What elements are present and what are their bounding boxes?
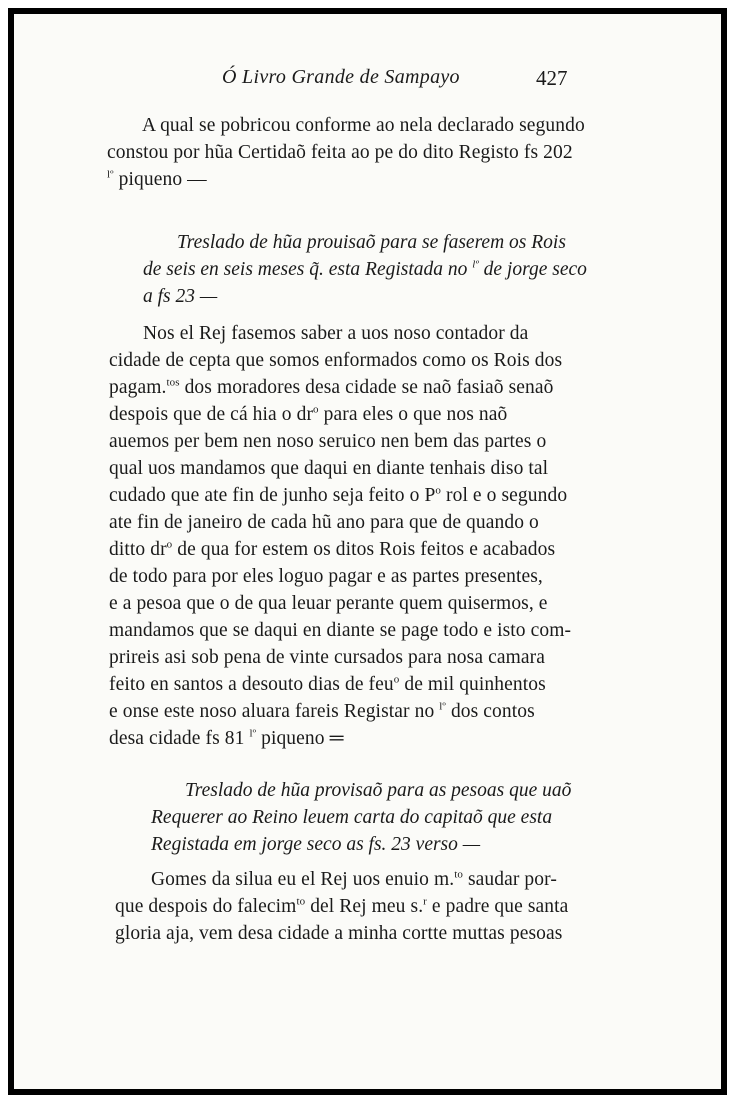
superscript: to [296, 895, 306, 908]
superscript: lº [439, 700, 446, 713]
paragraph-3-line-1: Gomes da silua eu el Rej uos enuio m.$^{to}$ saudar por- [151, 868, 557, 890]
heading-1-line-1: Treslado de hũa prouisaõ para se faserem os Rois [177, 232, 566, 253]
superscript: tos [166, 376, 180, 389]
paragraph-2-line-5: auemos per bem nen noso seruico nen bem das partes o [109, 431, 547, 452]
superscript: o [313, 403, 319, 416]
superscript: r [423, 895, 427, 908]
paragraph-2-line-16: desa cidade fs 81 $^{lº}$ piqueno ═ [109, 727, 344, 749]
paragraph-3-line-2: que despois do falecim$^{to}$ del Rej meu s.$^r$ e padre que santa [115, 895, 569, 917]
paragraph-2-line-3: pagam.$^{tos}$ dos moradores desa cidade se naõ fasiaõ senaõ [109, 376, 554, 398]
superscript: lº [249, 727, 257, 740]
superscript: lº [472, 258, 479, 271]
superscript: to [454, 868, 463, 881]
paragraph-2-line-14: feito en santos a desouto dias de feu$^o$ de mil quinhentos [109, 673, 546, 695]
heading-2-line-1: Treslado de hũa provisaõ para as pesoas que uaõ [185, 780, 572, 801]
superscript: o [166, 538, 173, 551]
paragraph-2-line-13: prireis asi sob pena de vinte cursados para nosa camara [109, 647, 545, 668]
heading-2-line-2: Requerer ao Reino leuem carta do capitaõ que esta [151, 807, 553, 828]
paragraph-1-line-1: A qual se pobricou conforme ao nela declarado segundo [142, 115, 585, 136]
paragraph-2-line-9: ditto $dr^o$ de qua for estem os ditos Rois feitos e acabados [109, 538, 556, 560]
paragraph-2-line-11: e a pesoa que o de qua leuar perante quem quisermos, e [109, 593, 548, 614]
paragraph-2-line-2: cidade de cepta que somos enformados como os Rois dos [109, 350, 563, 371]
paragraph-3-line-3: gloria aja, vem desa cidade a minha cortte muttas pesoas [115, 923, 563, 944]
paragraph-2-line-6: qual uos mandamos que daqui en diante tenhais diso tal [109, 458, 549, 479]
paragraph-2-line-4: despois que de cá hia o $dr^o$ para eles o que nos naõ [109, 403, 508, 425]
paragraph-1-line-3: $^{lº}$ piqueno — [107, 168, 207, 190]
paragraph-2-line-15: e onse este noso aluara fareis Registar no $^{lº}$ dos contos [109, 700, 535, 722]
heading-2-line-3: Registada em jorge seco as fs. 23 verso — [151, 834, 481, 855]
running-header-title: Ó Livro Grande de Sampayo [222, 66, 460, 88]
paragraph-2-line-8: ate fin de janeiro de cada hũ ano para que de quando o [109, 512, 539, 533]
paragraph-2-line-1: Nos el Rej fasemos saber a uos noso contador da [143, 323, 529, 344]
superscript: o [435, 484, 442, 497]
heading-1-line-2: de seis en seis meses q̃. esta Registada no $^{lº}$ de jorge seco [143, 258, 587, 280]
page-number: 427 [536, 66, 568, 90]
paragraph-2-line-10: de todo para por eles loguo pagar e as partes presentes, [109, 566, 543, 587]
superscript: lº [107, 168, 114, 181]
paragraph-2-line-7: cudado que ate fin de junho seja feito o $P^o$ rol e o segundo [109, 484, 568, 506]
paragraph-2-line-12: mandamos que se daqui en diante se page todo e isto com- [109, 620, 572, 641]
superscript: o [393, 673, 400, 686]
heading-1-line-3: a fs 23 — [143, 286, 218, 307]
paragraph-1-line-2: constou por hũa Certidaõ feita ao pe do dito Registo fs 202 [107, 142, 573, 163]
